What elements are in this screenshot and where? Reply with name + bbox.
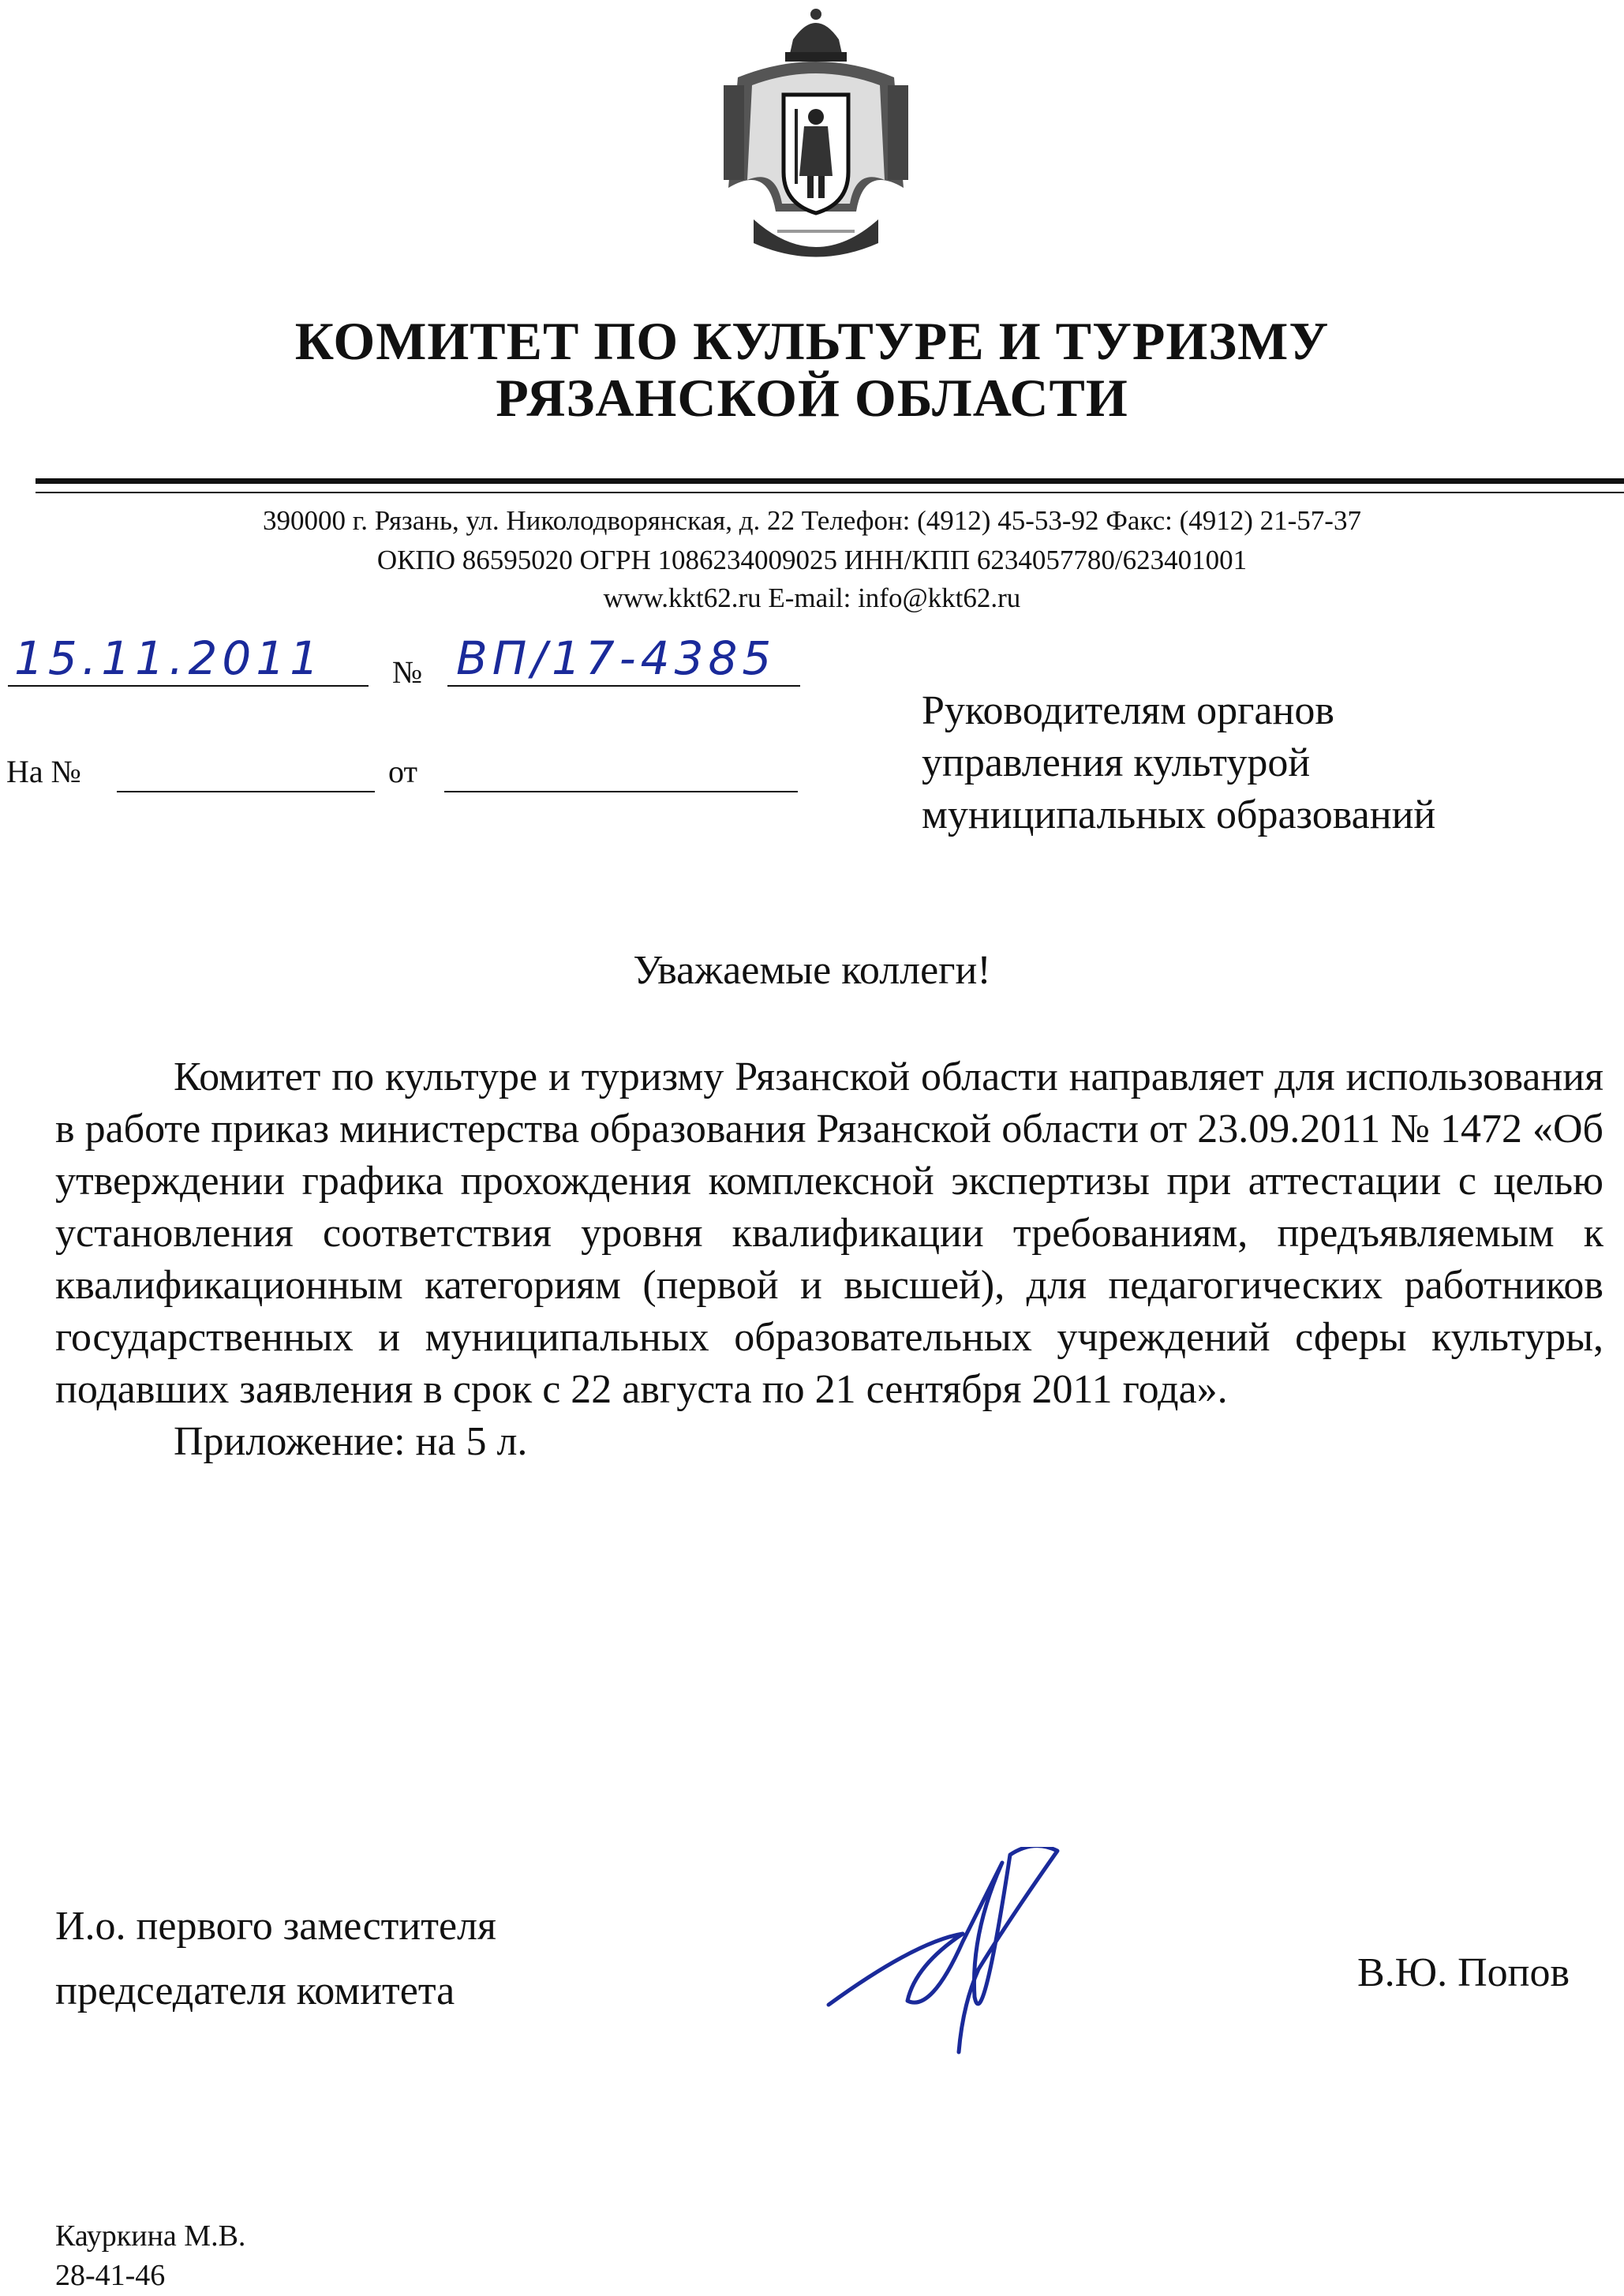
body-paragraph: Комитет по культуре и туризму Рязанской области направляет для использования в работе приказ министерства образования Рязанской области от 23.09.2011 № 1472 «Об утверждении графика прохождения комплексной экспертизы при аттестации с целью установления соответствия уровня квалификации требованиям, предъявляемым к квалификационным категориям (первой и высшей), для педагогических работников государственных и муниципальных образовательных учреждений сферы культуры, подавших заявления в срок с 22 августа по 21 сентября 2011 года». [55, 1054, 1603, 1412]
number-sign: № [392, 654, 423, 690]
from-label: от [388, 754, 417, 789]
signatory-position-line1: И.о. первого заместителя [55, 1904, 496, 1949]
coat-of-arms-emblem [706, 6, 926, 275]
signatory-position [55, 1894, 496, 2024]
date-underline [8, 685, 369, 687]
executor-name: Кауркина М.В. [55, 2219, 246, 2253]
reply-to-label: На № [6, 754, 81, 789]
outgoing-date: 15.11.2011 [14, 631, 324, 685]
recipient-block [922, 685, 1435, 841]
number-underline [447, 685, 800, 687]
signatory-name: В.Ю. Попов [1357, 1950, 1570, 1995]
header-rule-thin [36, 492, 1624, 493]
outgoing-number: ВП/17-4385 [456, 631, 776, 685]
executor-block [55, 2216, 245, 2295]
handwritten-signature [821, 1847, 1105, 2060]
header-rule-thick [36, 478, 1624, 484]
reply-number-line [117, 791, 375, 792]
registration-codes-line: ОКПО 86595020 ОГРН 1086234009025 ИНН/КПП 6234057780/623401001 [376, 545, 1248, 575]
signatory-position-line2: председателя комитета [55, 1968, 455, 2013]
attachment-note: Приложение: на 5 л. [174, 1419, 528, 1464]
recipient-line2: управления культурой [922, 740, 1311, 786]
recipient-line1: Руководителям органов [922, 688, 1334, 733]
reply-date-line [444, 791, 798, 792]
executor-phone: 28-41-46 [55, 2259, 166, 2292]
organization-title-line2: РЯЗАНСКОЙ ОБЛАСТИ [496, 368, 1128, 428]
organization-title-line1: КОМИТЕТ ПО КУЛЬТУРЕ И ТУРИЗМУ [294, 311, 1330, 371]
greeting: Уважаемые коллеги! [633, 948, 991, 993]
web-contact-line: www.kkt62.ru E-mail: info@kkt62.ru [603, 582, 1021, 613]
recipient-line3: муниципальных образований [922, 792, 1436, 838]
address-line: 390000 г. Рязань, ул. Николодворянская, д. 22 Телефон: (4912) 45-53-92 Факс: (4912) 21-57-37 [263, 505, 1361, 536]
letter-body [55, 1051, 1603, 1468]
